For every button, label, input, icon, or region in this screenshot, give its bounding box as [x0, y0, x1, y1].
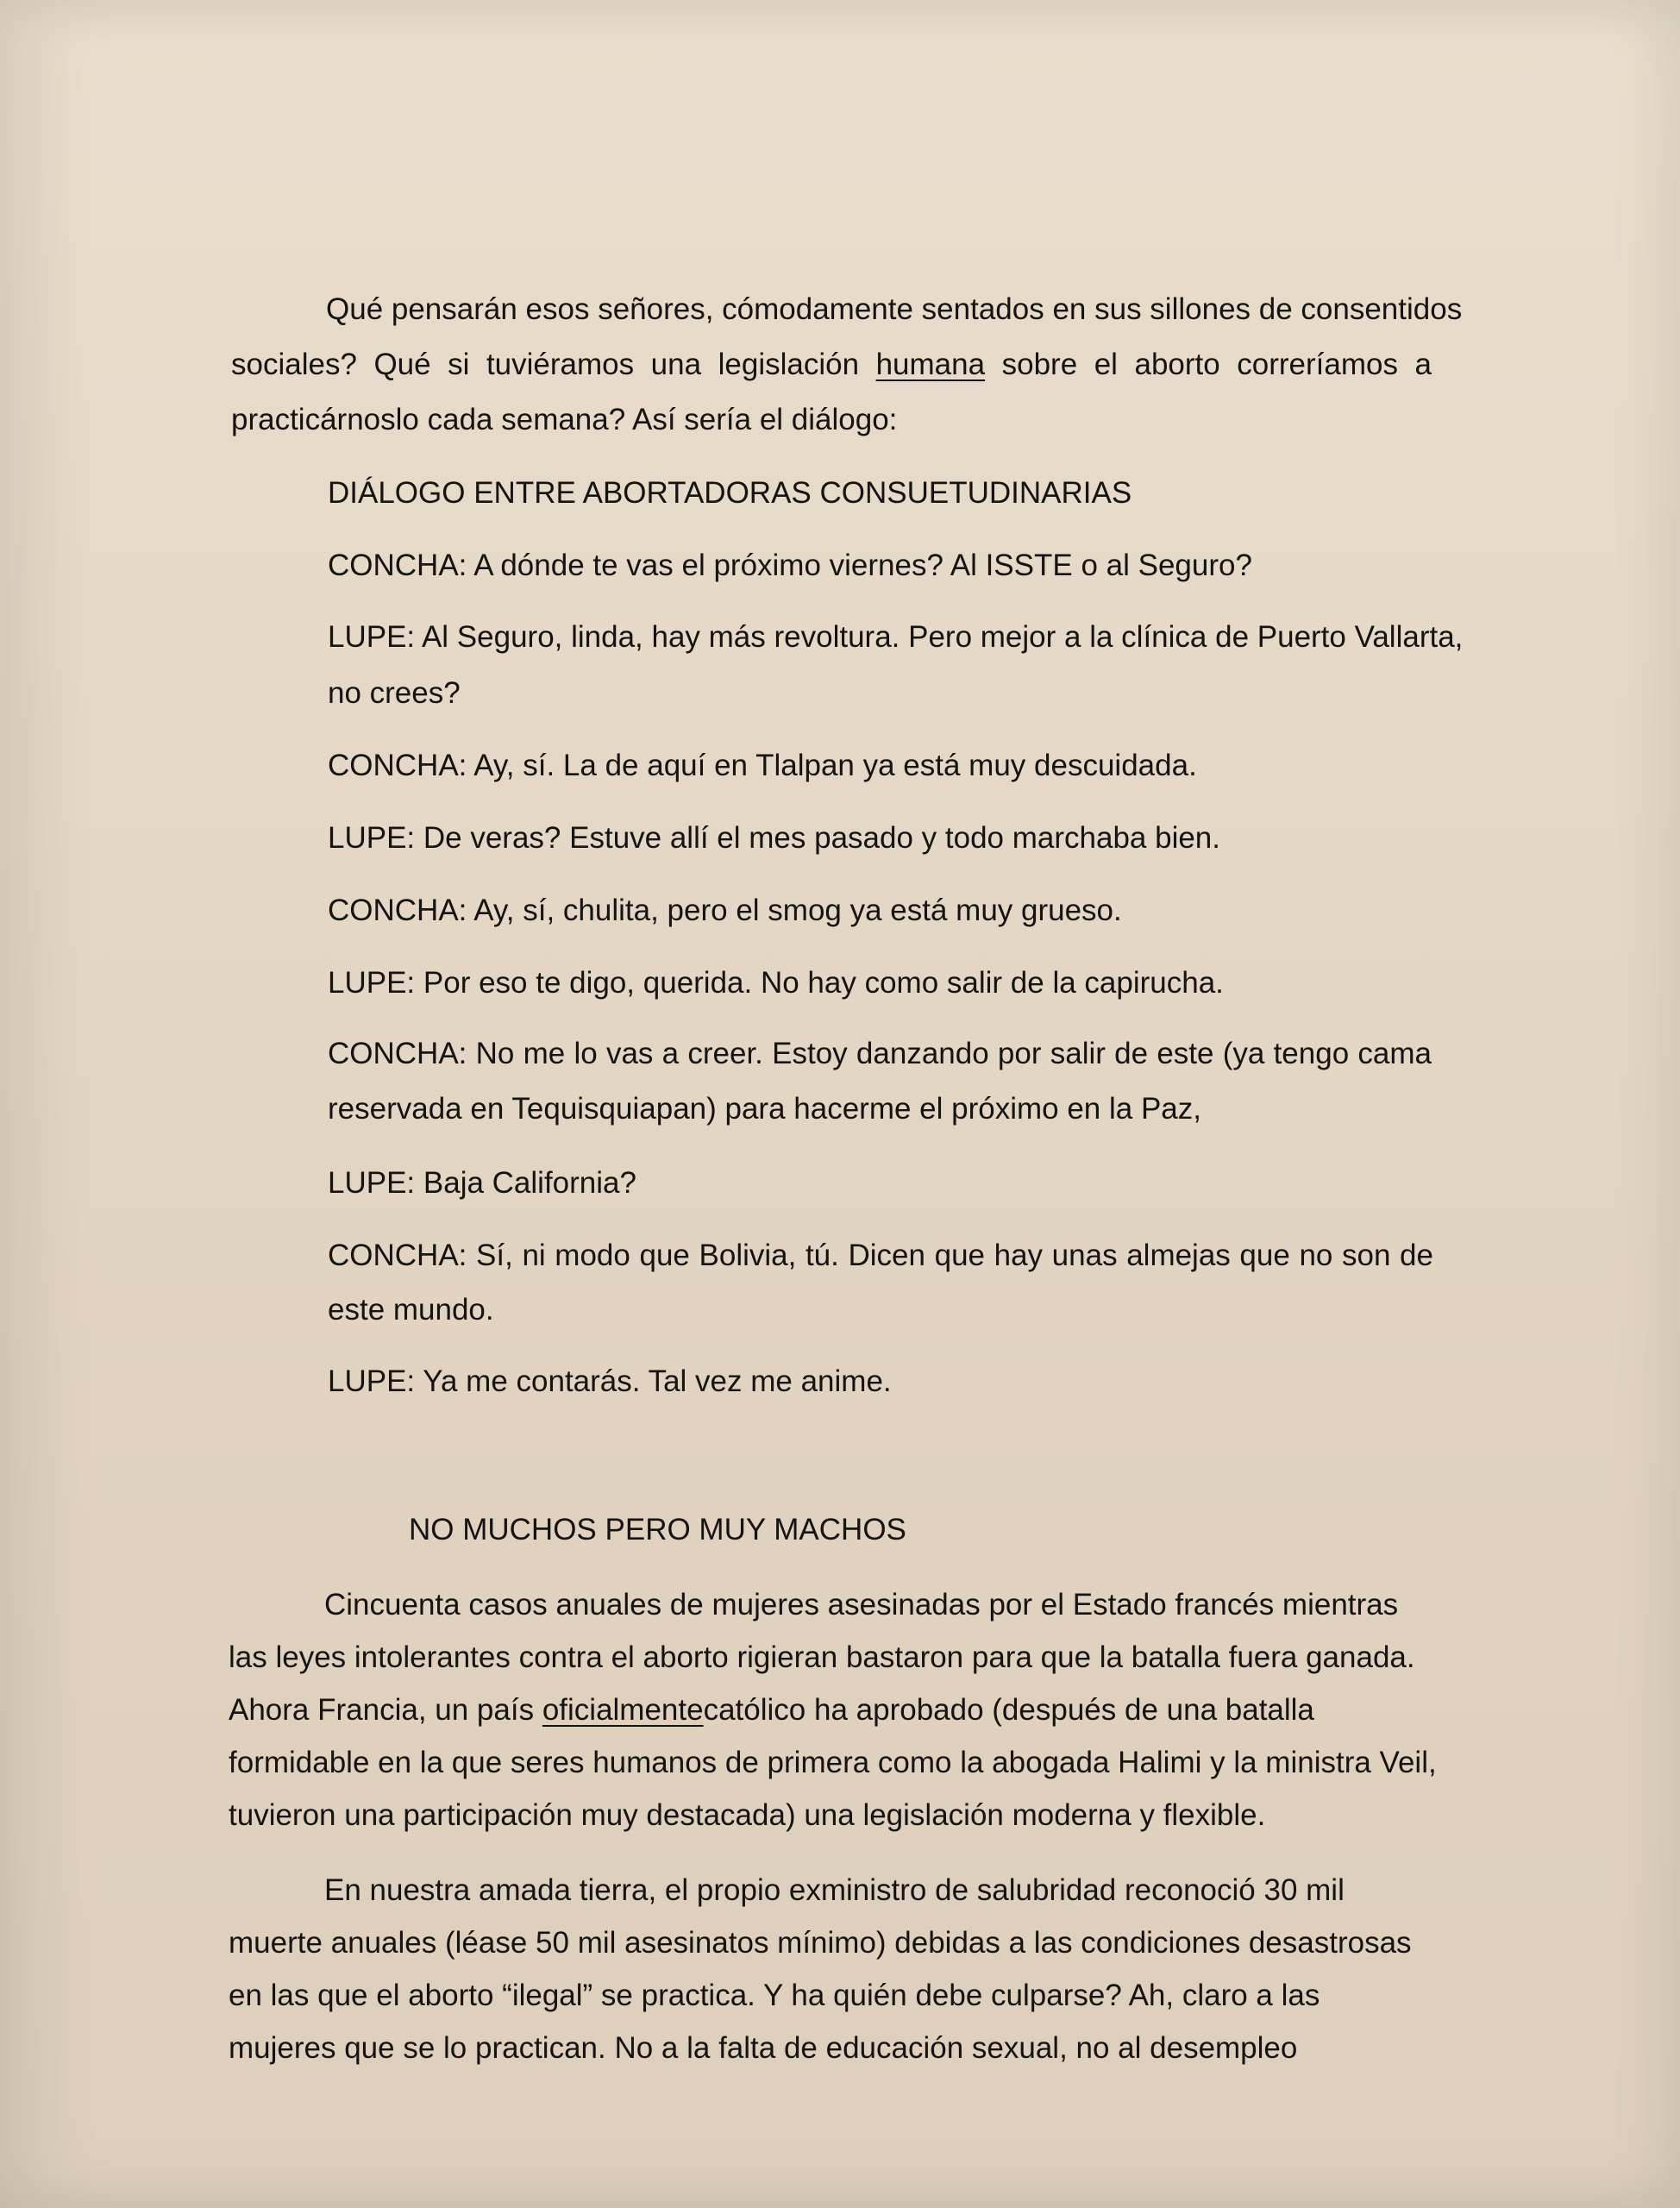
para2-line-3: en las que el aborto “ilegal” se practica. Y ha quién debe culparse? Ah, claro a las — [229, 1979, 1320, 2012]
dialogue-line: reservada en Tequisquiapan) para hacerme el próximo en la Paz, — [328, 1092, 1202, 1126]
dialogue-line: LUPE: Al Seguro, linda, hay más revoltura. Pero mejor a la clínica de Puerto Vallarta, — [328, 620, 1464, 654]
para2-line-1: En nuestra amada tierra, el propio exministro de salubridad reconoció 30 mil — [324, 1873, 1345, 1907]
dialogue-title: DIÁLOGO ENTRE ABORTADORAS CONSUETUDINARIAS — [328, 476, 1132, 510]
intro-line-2-start: sociales? Qué si tuviéramos una legislación — [231, 348, 860, 381]
para1-line-3-end: católico ha aprobado (después de una batalla — [703, 1693, 1314, 1727]
underlined-word-humana: humana — [875, 348, 986, 381]
para2-line-2: muerte anuales (léase 50 mil asesinatos mínimo) debidas a las condiciones desastrosas — [229, 1926, 1412, 1960]
dialogue-line: LUPE: De veras? Estuve allí el mes pasado y todo marchaba bien. — [328, 821, 1220, 855]
dialogue-line: este mundo. — [328, 1293, 494, 1327]
dialogue-line: no crees? — [328, 676, 461, 710]
dialogue-line: CONCHA: Ay, sí, chulita, pero el smog ya está muy grueso. — [328, 894, 1122, 927]
dialogue-line: LUPE: Baja California? — [328, 1166, 636, 1200]
dialogue-line: CONCHA: No me lo vas a creer. Estoy danzando por salir de este (ya tengo cama — [328, 1037, 1432, 1070]
intro-line-2-end: sobre el aborto correríamos a — [1001, 348, 1432, 381]
para1-line-4: formidable en la que seres humanos de primera como la abogada Halimi y la ministra Veil, — [229, 1746, 1437, 1779]
dialogue-line: CONCHA: A dónde te vas el próximo viernes? Al ISSTE o al Seguro? — [328, 549, 1252, 582]
dialogue-line: LUPE: Por eso te digo, querida. No hay como salir de la capirucha. — [328, 966, 1224, 1000]
para1-line-3-start: Ahora Francia, un país — [229, 1693, 535, 1727]
intro-line-1: Qué pensarán esos señores, cómodamente sentados en sus sillones de consentidos — [326, 292, 1463, 326]
underlined-word-oficialmente: oficialmente — [542, 1693, 704, 1727]
para1-line-3 — [229, 1693, 1314, 1728]
intro-line-3: practicárnoslo cada semana? Así sería el diálogo: — [231, 403, 898, 436]
para2-line-4: mujeres que se lo practican. No a la falta de educación sexual, no al desempleo — [229, 2031, 1298, 2065]
para1-line-1: Cincuenta casos anuales de mujeres asesinadas por el Estado francés mientras — [324, 1588, 1399, 1622]
dialogue-line: CONCHA: Sí, ni modo que Bolivia, tú. Dicen que hay unas almejas que no son de — [328, 1239, 1433, 1272]
dialogue-line: LUPE: Ya me contarás. Tal vez me anime. — [328, 1364, 892, 1398]
para1-line-5: tuvieron una participación muy destacada) una legislación moderna y flexible. — [229, 1798, 1266, 1832]
para1-line-2: las leyes intolerantes contra el aborto rigieran bastaron para que la batalla fuera ganada. — [229, 1640, 1415, 1674]
dialogue-line: CONCHA: Ay, sí. La de aquí en Tlalpan ya está muy descuidada. — [328, 749, 1197, 782]
intro-line-2 — [231, 348, 1432, 382]
section-title: NO MUCHOS PERO MUY MACHOS — [409, 1513, 906, 1546]
